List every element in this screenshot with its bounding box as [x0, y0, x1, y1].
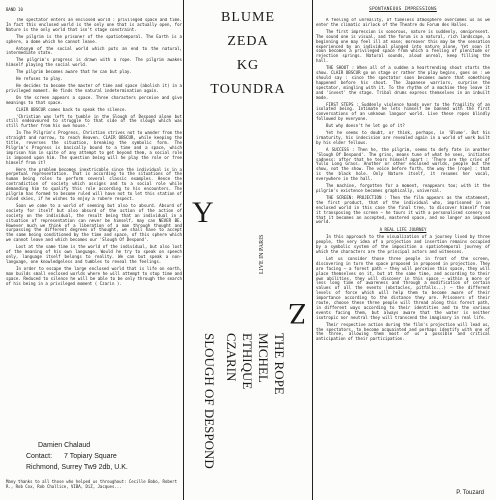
contact-street: 7 Topiary Square [64, 453, 117, 460]
contact-name: Damien Chalaud [38, 442, 91, 449]
left-paragraph: In The Pilgrim's Progress, Christian strives not to wander from the straight and narrow, to reach Heaven. CLAIR OBSCUR, while keeping the title, reverses the situation, breaking the symbolic form. The Pilgrim's Progress is basically bound to a time and a space, which imprison him in spite of any attempt to get beyond them, a social role is imposed upon him. The question being will he play the role or free himself from it? [6, 130, 182, 165]
author-signature: P. Touzard [456, 490, 484, 496]
middle-column [183, 0, 313, 500]
left-paragraph: On the screen appears a space. Three characters perceive and give meanings to that space. [6, 94, 182, 105]
right-paragraph: The machine, forgotten for a moment, reappears too; with it the pilgrim's existence becomes graphically, universal. [316, 183, 490, 193]
right-paragraph: In this approach to the visualization of a journey lived by three people, the very idea of a projection and insertion remains occupied by a symbolic system of the imposition a spatiotemporal journey of which the characters are the principal actors and witnesses. [316, 234, 490, 254]
left-paragraph: The pilgrim becomes aware that he can but play. [16, 69, 132, 75]
contact-label: Contact: [26, 453, 53, 460]
left-paragraph: He refuses to play. [16, 76, 63, 82]
left-paragraph: Here the problem becomes inextricable since the individual is in a perpetual representation. That is according to the situations of the human being roles to perform several classic examples. Hence the contradiction of society which assigns and to a social role while demanding him to qualify this role according to his encounters. The pilgrim has formed to become ruled will have not to let this station of ruled skies, if he wishes to enjoy a rubere respect. [6, 166, 182, 201]
right-body-text [316, 18, 490, 480]
right-subheading: A REAL LIFE JOURNEY [379, 227, 427, 233]
right-column [314, 4, 492, 496]
live-in-paris-label: LIVE IN PARIS [259, 234, 265, 274]
right-paragraph: Let us consider those three people in front of the screen, discovering in turn the space proposed in proposed in projection. They are facing — a forest path — they will perceive this space, they will place themselves on it, but at the same time, and according to their own abilities, they will discover in this space — within a more or less long time of awareness and through a modification of certain values of all the events (obstacles, pitfalls...) — the different levels of force which will help them to become aware of their importance according to the distance they are. Prisoners of their route, choose these three people will thread along this forest path, in different ways according to their identities and to the various events facing them, but always aware that the water is neither isotropic nor neutral they will transcend the imaginary in real life. [316, 255, 490, 320]
right-paragraph: FIRST STEPS : Suddenly violence hands over to the fragility of an isolated being. Intimate he lets himself be banned with the first conversations of an unknown languor world. Live these ropes blindly followed by everyone. [316, 101, 490, 122]
left-paragraph: Soon we come to a world of seeming but also to absurd. Absurd of society for itself but also absurd of the action of the action of society on the individual, the result being that an individual in a situation of representation can never be himself, may can NEVER BE. However much we think of a liberation of a man through thought and surpassing the different degrees of thought, we shall have to accept the same being conditioned by the time and space, of this sphere which we cannot leave and which becomes our 'Slough Of Despond'. [6, 202, 182, 243]
big-letter-z: Z [288, 297, 307, 330]
thanks-footer: Many thanks to all those who helped us throughout: Cecille Bobo, Robert R., Rob Cox, Rob Challice, VIBA, DiZ, Jacques... [6, 479, 177, 489]
right-paragraph: Their respective action during the film's projection will lead us, the spectators, to become acquainted and perhaps identify with one of the three, allowing them most of us a possible and critical anticipation of their participation. [316, 321, 490, 342]
left-paragraph: The spectator enters an enclosed world : privileged space and time. In fact this enclosed world is the only one that is actually open, for Nature is the only world that isn't stage constraint. [6, 18, 182, 32]
left-paragraph: He decides to become the master of time and space (abolish it) in a privileged moment. He finds the natural indetermination again. [6, 82, 182, 93]
big-letter-y: Y [192, 196, 214, 229]
left-paragraph: CLAIR OBSCUR comes back to speak the silence. [16, 106, 127, 112]
band-name-zeda: ZEDA [227, 34, 269, 49]
left-paragraph: 'Christian was left to tumble in the Slough of Despond alone but still endeavoured to struggle to that side of the slough which was still further from his own house.' [6, 113, 182, 129]
right-paragraph: The first impression is sonorous, nature is suddenly, omnipresent. The sound one is visual, and the forum is a natural, rich landscape, a beginning one may feel ill at ease; moreover this may be the sensation experienced by an individual plunged into nature alone. Yet soon it soon becomes a privileged space from which a feeling of plenitude or rejection springs. Natural sounds, aloud unreal, keep filling the hall. [316, 28, 490, 64]
band-name-blume: BLUME [221, 10, 275, 25]
right-paragraph: A SUCCESS : Then he, the pilgrim, seems to defy fate in another 'Slough Of Despond'. The grins, means tune of what he sees, initiates sadness: after that he tears himself apart : 'There are the cries of Yullo Long Grass. Another or other enclosed worlds, people but the show, not the show. The voice before forth, the way the [rope] : that is the black hole. Only Nature itself, it resumes her vocal, everywhere in the hall. [316, 146, 490, 182]
left-paragraph: The pilgrim is the prisoner of the spatiotemporal. The Earth is a sphere, a dome which he cannot leave. [6, 33, 182, 44]
act-ethique: ETHIQUE [240, 333, 255, 390]
right-paragraph: THE SCREEN: PROJECTION : Then the film appears as the statement, the first product, that of the individual who, imprisoned in an enclosed world in this case the final tree, to discover himself from it transposing the screen — he tours it with a personalised scenery so that it becomes an accepted, mastered space, and no longer an imposed world. [316, 194, 490, 225]
left-paragraph: Antonym of the social world which puts an end to the natural, intermediate state. [6, 45, 182, 56]
act-the-rope: THE ROPE [272, 333, 287, 395]
act-slough-of-despond: SLOUGH OF DESPOND [202, 333, 217, 469]
right-paragraph: Yet he seems to doubt, or think, perhaps, in 'Blume'. But his irmaturity, his indecision are revealed again in a world of work built by his elder fellows. [316, 130, 490, 145]
right-paragraph: A feeling of unreality, of timeless atmosphere overcomes us as we enter the climatic airlock of the Theatre du Forum des Halles. [316, 18, 490, 27]
left-paragraph: Lost at the same time is the world of the individual, but also lost of the meaning of his own language. Would he try to speak on speech only, language itself belongs to reality. We can but speak a non-language, one knowledgeless and tumbles to reveal the feelings. [6, 244, 182, 264]
left-column [4, 4, 184, 496]
contact-address [26, 440, 176, 473]
right-paragraph: THE SHOUT : When all of a sudden a heartrending shout starts the show. CLAIR OBSCUR go on stage or rather the play begins, goes on : we should say : since the spectator soon becomes aware that something happened before his shout. The Japanese warriors, surprise the spectator, mingling with it. To the rhythm of a machine they leave it and 'invest' the stage. Tribal drums express themselves in an inbuilt mode. [316, 65, 490, 100]
left-body-text [6, 18, 182, 408]
act-michel: MICHEL [256, 333, 271, 383]
left-paragraph: The pilgrim's progress is drawn with a rope. The pilgrim awakes himself playing the social world. [6, 57, 182, 68]
band-name-kg: KG [236, 58, 260, 73]
band-tag: BAND 10 [6, 7, 23, 12]
right-paragraph: But why doesn't he let go of it? [326, 123, 405, 129]
act-czarin: CZARIN [224, 333, 239, 382]
left-paragraph: In order to escape the large enclosed world that is life on earth, man builds small enclosed worlds where he will attempt to stop time and space. Reduced to silence he will be able to be only through the search of his being in a privileged moment ( Czarin ). [6, 265, 182, 286]
band-name-toundra: TOUNDRA [210, 82, 286, 97]
right-section-title: SPONTANEOUS IMPRESSIONS [369, 7, 437, 12]
contact-city: Richmond, Surrey Tw9 2db, U.K. [26, 464, 128, 471]
